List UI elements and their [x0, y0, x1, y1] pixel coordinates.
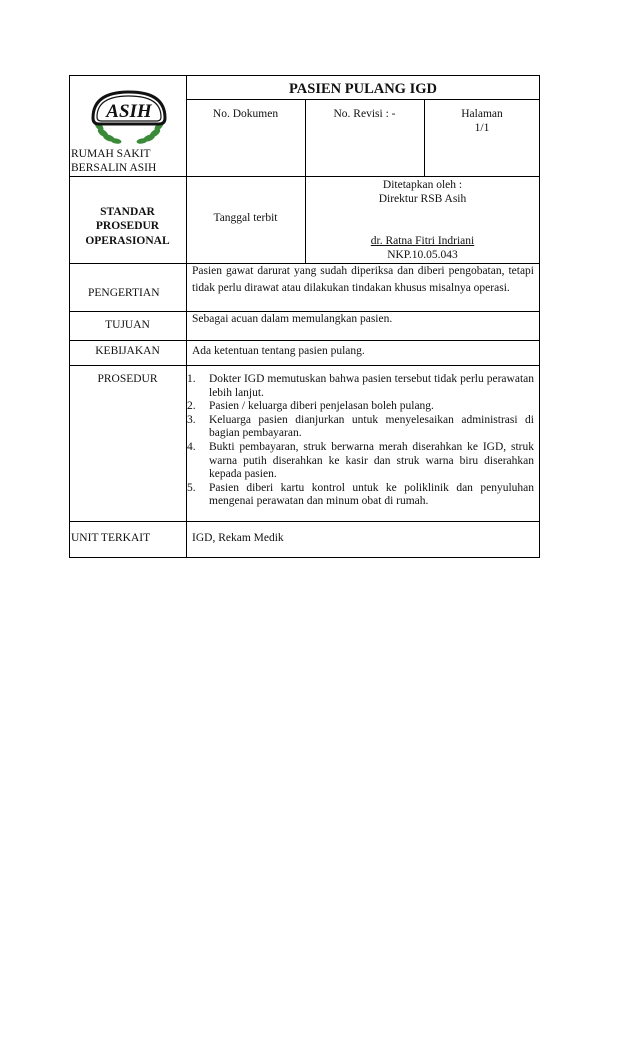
hospital-name-line2: BERSALIN ASIH: [71, 162, 157, 174]
doc-number-label: No. Dokumen: [212, 108, 279, 120]
row-divider-4: [69, 340, 540, 341]
border-top: [69, 75, 540, 76]
list-item: 2. Pasien / keluarga diberi penjelasan boleh pulang.: [187, 400, 434, 413]
unit-text: IGD, Rekam Medik: [192, 532, 284, 544]
page-value: 1/1: [474, 122, 490, 134]
kebijakan-label: KEBIJAKAN: [95, 345, 160, 357]
sop-line3: OPERASIONAL: [85, 235, 170, 247]
title-divider: [186, 99, 540, 100]
tujuan-label: TUJUAN: [105, 319, 150, 331]
hospital-logo: [85, 86, 173, 148]
kebijakan-text: Ada ketentuan tentang pasien pulang.: [192, 345, 365, 357]
svg-text:ASIH: ASIH: [106, 101, 152, 122]
issued-date-label: Tanggal terbit: [213, 212, 278, 224]
list-item: 1. Dokter IGD memutuskan bahwa pasien tersebut tidak perlu perawatan lebih lanjut.: [187, 373, 534, 399]
sop-line1: STANDAR: [100, 206, 155, 218]
prosedur-list: [187, 373, 534, 509]
list-item: 3. Keluarga pasien dianjurkan untuk menyelesaikan administrasi di bagian pembayaran.: [187, 413, 534, 440]
prosedur-label: PROSEDUR: [97, 373, 158, 385]
page-label: Halaman: [461, 108, 503, 120]
row-divider-6: [69, 521, 540, 522]
approved-by-line2: Direktur RSB Asih: [378, 193, 467, 205]
row-divider-3: [69, 311, 540, 312]
hospital-name-line1: RUMAH SAKIT: [71, 148, 151, 160]
pengertian-line2: tidak perlu dirawat atau dilakukan tindakan khusus misalnya operasi.: [192, 282, 510, 294]
director-nkp: NKP.10.05.043: [387, 249, 458, 261]
row-divider-5: [69, 365, 540, 366]
revision-label: No. Revisi : -: [333, 108, 396, 120]
tujuan-text: Sebagai acuan dalam memulangkan pasien.: [192, 313, 393, 325]
list-item: 5. Pasien diberi kartu kontrol untuk ke poliklinik dan penyuluhan mengenai perawatan dan minum obat di rumah.: [187, 481, 534, 508]
page-title: PASIEN PULANG IGD: [289, 81, 437, 97]
sop-line2: PROSEDUR: [95, 220, 160, 232]
list-item: 4. Bukti pembayaran, struk berwarna merah diserahkan ke IGD, struk warna putih diserahkan ke kasir dan struk warna biru diserahkan kepada pasien.: [187, 440, 534, 481]
approved-by-line1: Ditetapkan oleh :: [382, 179, 463, 191]
sop-document: [69, 75, 540, 558]
row-divider-2: [69, 263, 540, 264]
pengertian-line1: Pasien gawat darurat yang sudah diperiksa dan diberi pengobatan, tetapi: [192, 265, 534, 277]
border-bottom: [69, 557, 540, 558]
border-left: [69, 75, 70, 558]
unit-label: UNIT TERKAIT: [71, 532, 151, 544]
director-name: dr. Ratna Fitri Indriani: [370, 235, 475, 247]
pengertian-label: PENGERTIAN: [88, 287, 160, 299]
border-right: [539, 75, 540, 558]
